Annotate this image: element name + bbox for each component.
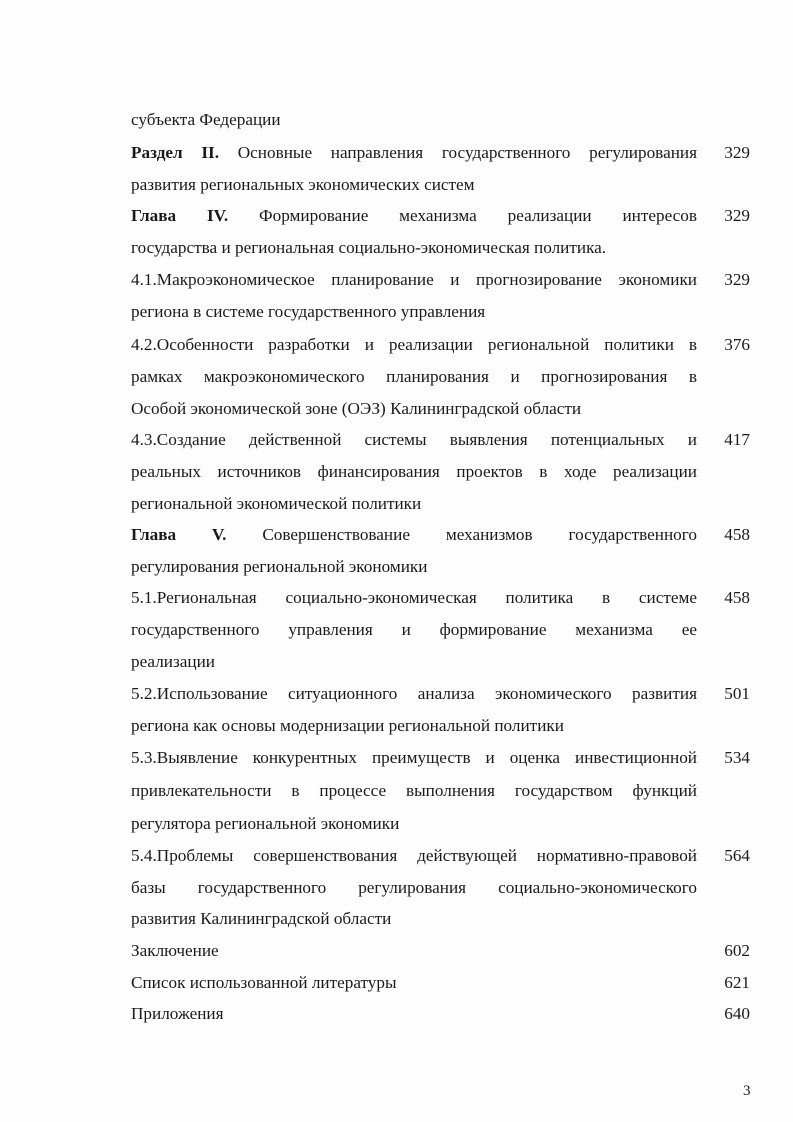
toc-entry-section-2 <box>131 143 697 163</box>
toc-entry-text: рамках макроэкономического планирования и прогнозирования в <box>131 367 697 386</box>
toc-entry-5-3: 5.3.Выявление конкурентных преимуществ и оценка инвестиционной <box>131 748 697 767</box>
toc-entry-label: Глава V. <box>131 525 227 544</box>
toc-entry-text: развития Калининградской области <box>131 909 392 928</box>
toc-continued-line: субъекта Федерации <box>131 110 281 129</box>
toc-entry-page: 640 <box>724 1004 750 1023</box>
page-number: 3 <box>743 1083 751 1099</box>
toc-entry-page: 534 <box>724 748 750 767</box>
toc-entry-bibliography: Список использованной литературы <box>131 973 397 992</box>
toc-entry-page: 458 <box>724 525 750 544</box>
toc-entry-chapter-4 <box>131 206 697 226</box>
toc-entry-text: реальных источников финансирования проектов в ходе реализации <box>131 462 697 481</box>
toc-entry-page: 329 <box>724 143 750 162</box>
toc-entry-page: 376 <box>724 335 750 354</box>
toc-entry-page: 329 <box>724 270 750 289</box>
toc-entry-text: Основные направления государственного регулирования <box>237 143 697 162</box>
toc-entry-4-2: 4.2.Особенности разработки и реализации региональной политики в <box>131 335 697 354</box>
toc-entry-text: региона в системе государственного управления <box>131 302 486 321</box>
toc-entry-text: Формирование механизма реализации интересов <box>259 206 698 225</box>
toc-entry-text: государства и региональная социально-экономическая политика. <box>131 238 607 257</box>
toc-entry-4-3: 4.3.Создание действенной системы выявления потенциальных и <box>131 430 697 449</box>
toc-entry-text: реализации <box>131 652 215 671</box>
toc-entry-text: Совершенствование механизмов государственного <box>262 525 697 544</box>
toc-entry-label: Раздел II. <box>131 143 220 162</box>
toc-entry-page: 501 <box>724 684 750 703</box>
toc-entry-5-4: 5.4.Проблемы совершенствования действующей нормативно-правовой <box>131 846 697 865</box>
toc-entry-text: регулирования региональной экономики <box>131 557 428 576</box>
toc-entry-text: развития региональных экономических систем <box>131 175 475 194</box>
toc-entry-chapter-5 <box>131 525 697 545</box>
toc-entry-label: Глава IV. <box>131 206 229 225</box>
toc-entry-5-2: 5.2.Использование ситуационного анализа экономического развития <box>131 684 697 703</box>
toc-entry-4-1: 4.1.Макроэкономическое планирование и прогнозирование экономики <box>131 270 697 289</box>
toc-entry-text: Особой экономической зоне (ОЭЗ) Калининградской области <box>131 399 582 418</box>
toc-entry-page: 564 <box>724 846 750 865</box>
toc-entry-conclusion: Заключение <box>131 941 219 960</box>
toc-entry-5-1: 5.1.Региональная социально-экономическая политика в системе <box>131 588 697 607</box>
toc-entry-text: базы государственного регулирования социально-экономического <box>131 878 697 897</box>
toc-entry-page: 602 <box>724 941 750 960</box>
toc-entry-text: региональной экономической политики <box>131 494 422 513</box>
toc-entry-text: привлекательности в процессе выполнения государством функций <box>131 781 697 800</box>
toc-entry-text: региона как основы модернизации региональной политики <box>131 716 564 735</box>
toc-entry-page: 329 <box>724 206 750 225</box>
toc-entry-appendices: Приложения <box>131 1004 224 1023</box>
toc-entry-page: 458 <box>724 588 750 607</box>
toc-entry-page: 417 <box>724 430 750 449</box>
toc-entry-text: государственного управления и формирование механизма ее <box>131 620 697 639</box>
toc-entry-page: 621 <box>724 973 750 992</box>
toc-entry-text: регулятора региональной экономики <box>131 814 400 833</box>
